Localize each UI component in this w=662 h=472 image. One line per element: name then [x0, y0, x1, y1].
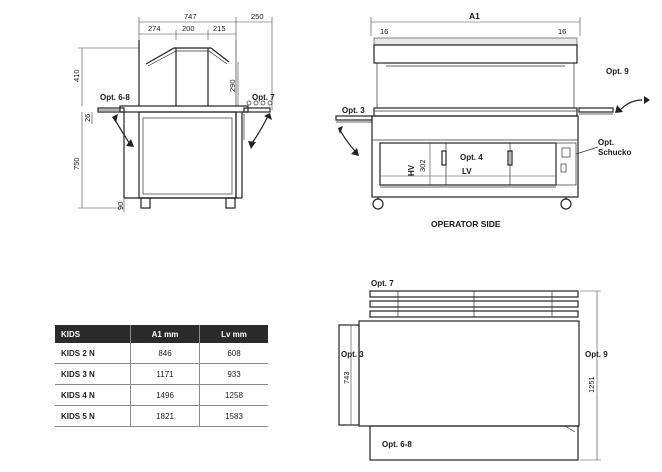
dim-16-right: 16: [558, 27, 567, 36]
model-cell: KIDS 3 N: [55, 364, 131, 385]
table-row: [55, 343, 268, 364]
plan-opt-9-label: Opt. 9: [585, 350, 608, 359]
plan-opt-6-8-label: Opt. 6-8: [382, 440, 412, 449]
front-opt-9-label: Opt. 9: [606, 67, 629, 76]
dim-274: 274: [148, 24, 161, 33]
lv-cell: 608: [200, 343, 269, 364]
dim-743: 743: [342, 371, 351, 384]
table-row: [55, 385, 268, 406]
side-view: [72, 12, 275, 212]
plan-opt-7-label: Opt. 7: [371, 279, 394, 288]
schucko-label-line2: Schucko: [598, 148, 632, 157]
dim-16-left: 16: [380, 27, 389, 36]
dim-1251: 1251: [587, 376, 596, 393]
operator-side-caption: OPERATOR SIDE: [431, 219, 501, 229]
hv-label: HV: [407, 164, 416, 176]
model-cell: KIDS 4 N: [55, 385, 131, 406]
dim-a1: A1: [469, 11, 480, 21]
a1-cell: 1821: [131, 406, 200, 427]
header-model: KIDS: [55, 325, 131, 343]
plan-opt-3-label: Opt. 3: [341, 350, 364, 359]
table-row: [55, 364, 268, 385]
lv-cell: 933: [200, 364, 269, 385]
lv-label: LV: [462, 167, 472, 176]
a1-cell: 1496: [131, 385, 200, 406]
dim-250: 250: [251, 12, 264, 21]
dim-750: 750: [72, 157, 81, 170]
side-opt-6-8-label: Opt. 6-8: [100, 93, 130, 102]
dim-26: 26: [83, 113, 92, 122]
front-view: [336, 11, 650, 229]
table-header-row: [55, 325, 268, 343]
lv-cell: 1583: [200, 406, 269, 427]
dim-302: 302: [418, 159, 427, 172]
header-lv: Lv mm: [200, 325, 269, 343]
table-row: [55, 406, 268, 427]
side-opt-7-label: Opt. 7: [252, 93, 275, 102]
dim-747: 747: [184, 12, 197, 21]
dim-215: 215: [213, 24, 226, 33]
plan-view: [339, 279, 608, 460]
dim-410: 410: [72, 69, 81, 82]
dim-290: 290: [228, 79, 237, 92]
lv-cell: 1258: [200, 385, 269, 406]
dim-90: 90: [116, 201, 125, 210]
model-cell: KIDS 5 N: [55, 406, 131, 427]
a1-cell: 1171: [131, 364, 200, 385]
a1-cell: 846: [131, 343, 200, 364]
model-cell: KIDS 2 N: [55, 343, 131, 364]
schucko-label-line1: Opt.: [598, 138, 614, 147]
dim-200: 200: [182, 24, 195, 33]
front-opt-3-label: Opt. 3: [342, 106, 365, 115]
opt-4-label: Opt. 4: [460, 153, 483, 162]
spec-table: [55, 325, 268, 427]
header-a1: A1 mm: [131, 325, 200, 343]
